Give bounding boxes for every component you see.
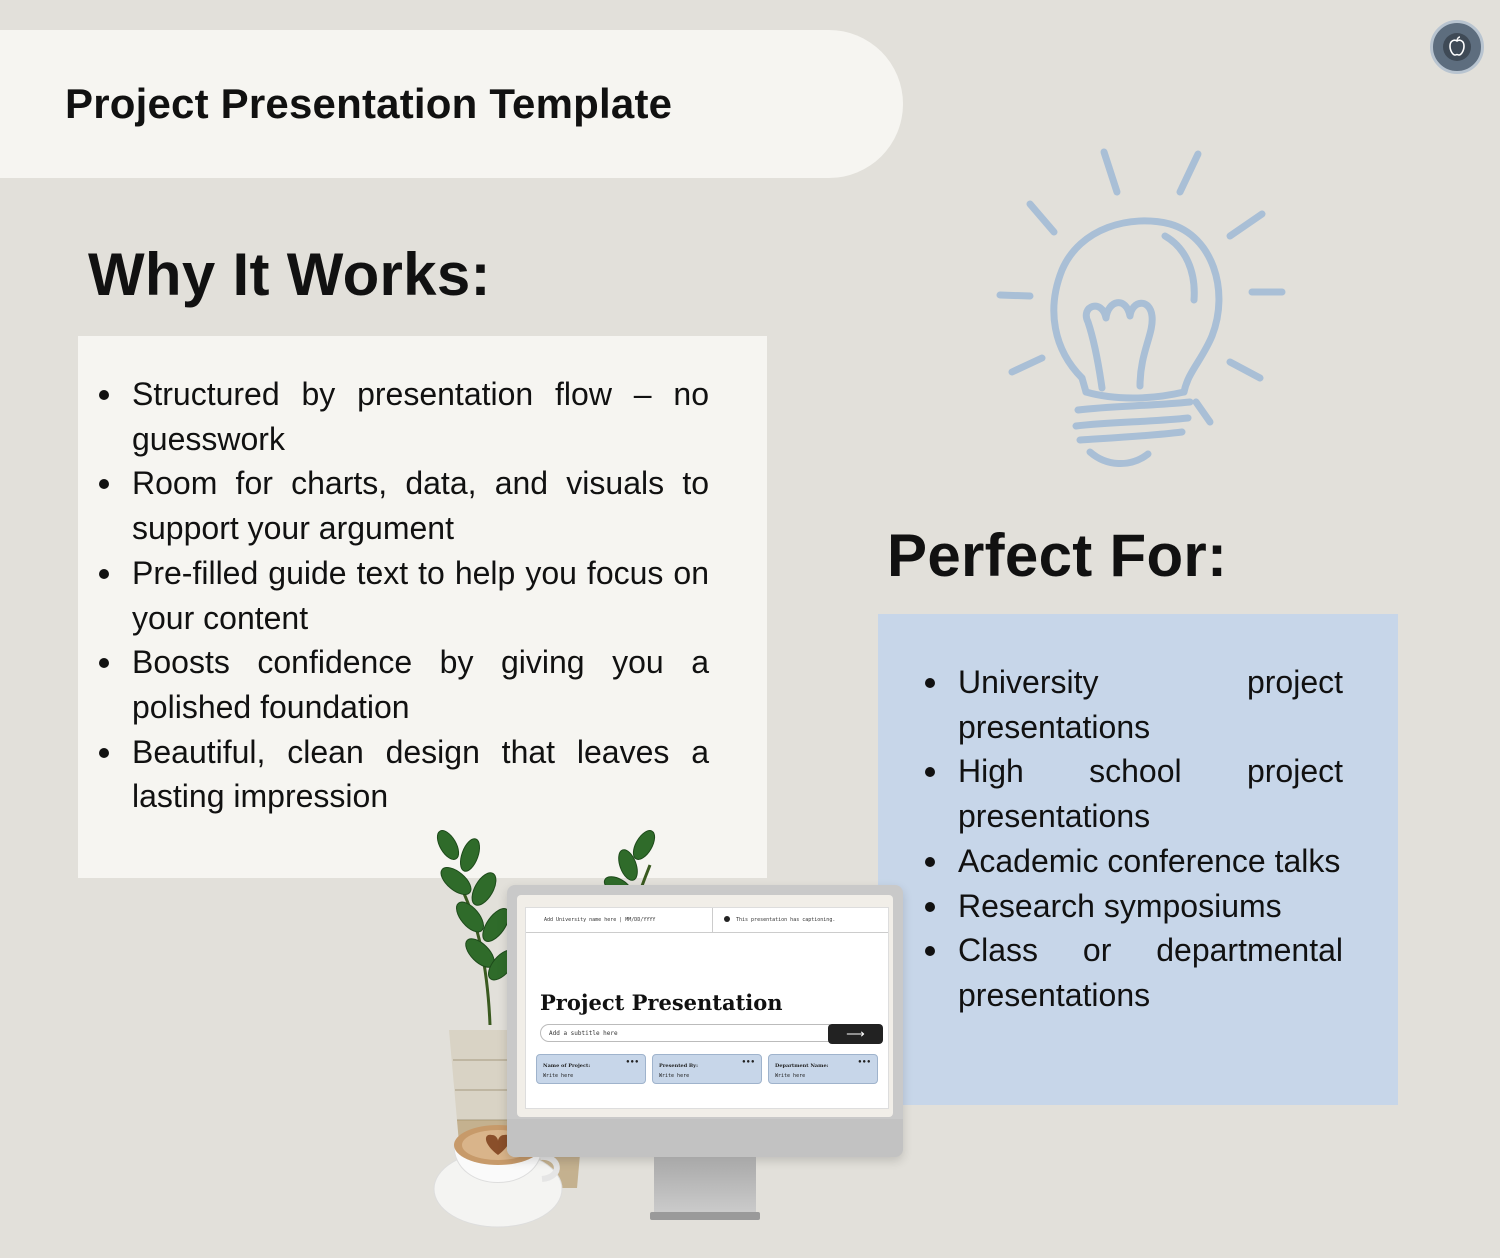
why-list: [132, 372, 709, 819]
more-icon: •••: [741, 1057, 755, 1066]
list-item: Academic conference talks: [958, 839, 1343, 884]
slide-box-label: Presented By:: [659, 1063, 698, 1069]
slide-box-label: Name of Project:: [543, 1063, 591, 1069]
list-item: Class or departmental presentations: [958, 928, 1343, 1017]
monitor-stand: [654, 1157, 756, 1219]
slide-box-value: Write here: [659, 1073, 690, 1079]
slide-divider: [712, 908, 713, 932]
slide-preview: [525, 907, 889, 1109]
arrow-right-icon: ⟶: [828, 1024, 883, 1044]
slide-box-value: Write here: [543, 1073, 574, 1079]
more-icon: •••: [857, 1057, 871, 1066]
title-banner: [0, 30, 903, 178]
slide-info-box: [536, 1054, 646, 1084]
monitor-mockup: [507, 885, 903, 1157]
monitor-chin: [507, 1119, 903, 1157]
slide-info-box: [768, 1054, 878, 1084]
slide-box-value: Write here: [775, 1073, 806, 1079]
slide-university-text: Add University name here | MM/DD/YYYY: [544, 917, 656, 923]
list-item: High school project presentations: [958, 749, 1343, 838]
slide-info-box: [652, 1054, 762, 1084]
perfect-heading: Perfect For:: [887, 522, 1228, 589]
apple-badge-icon: [1430, 20, 1484, 74]
slide-subtitle: Add a subtitle here: [540, 1024, 830, 1042]
list-item: Structured by presentation flow – no guesswork: [132, 372, 709, 461]
list-item: University project presentations: [958, 660, 1343, 749]
perfect-card: [878, 614, 1398, 1105]
slide-title: Project Presentation: [540, 990, 783, 1015]
slide-caption-text: This presentation has captioning.: [736, 917, 836, 923]
list-item: Pre-filled guide text to help you focus on your content: [132, 551, 709, 640]
more-icon: •••: [625, 1057, 639, 1066]
slide-box-label: Department Name:: [775, 1063, 829, 1069]
list-item: Beautiful, clean design that leaves a lasting impression: [132, 730, 709, 819]
lightbulb-icon: [990, 140, 1290, 480]
list-item: Boosts confidence by giving you a polished foundation: [132, 640, 709, 729]
monitor-stand-base: [650, 1212, 760, 1220]
list-item: Room for charts, data, and visuals to support your argument: [132, 461, 709, 550]
info-icon: [724, 916, 730, 922]
perfect-list: [958, 660, 1343, 1018]
why-card: [78, 336, 767, 878]
list-item: Research symposiums: [958, 884, 1343, 929]
slide-header: [526, 908, 888, 933]
why-heading: Why It Works:: [88, 241, 491, 308]
monitor-screen: [517, 895, 893, 1117]
page-title: Project Presentation Template: [65, 80, 673, 127]
